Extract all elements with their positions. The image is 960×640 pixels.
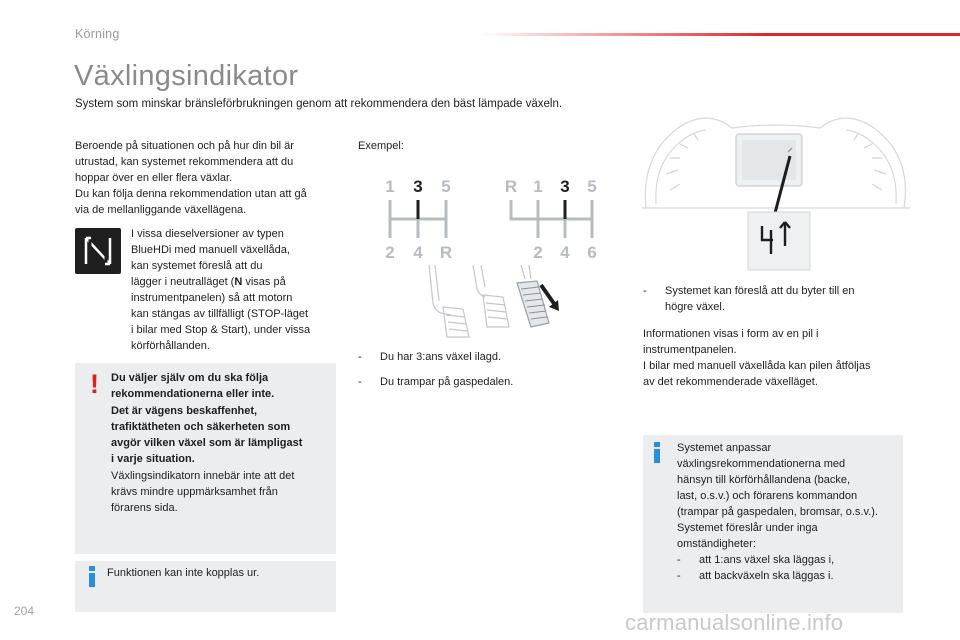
info-right-line: last, o.s.v.) och förarens kommandon [677,490,858,502]
intro-line: Beroende på situationen och på hur din bil är [75,140,294,152]
warning-text [111,370,302,517]
gear-label: 4 [560,243,570,262]
warning-bold-line: trafiktätheten och säkerheten som [111,420,291,433]
info-left-text: Funktionen kan inte kopplas ur. [107,567,260,579]
neutral-line: kan systemet föreslå att du [131,260,263,272]
clutch-pedal [443,307,469,337]
info-icon [87,566,97,587]
page-subtitle: System som minskar bränsleförbrukningen genom att rekommendera den bäst lämpade växeln. [75,98,563,110]
neutral-paragraph [131,226,310,354]
info-right-line: Systemet anpassar [677,442,772,454]
intro-line: Du kan följa denna rekommendation utan att gå [75,188,307,200]
neutral-line: I vissa dieselversioner av typen [131,228,284,240]
intro-line: hoppar över en eller flera växlar. [75,172,233,184]
warning-bold-line: Det är vägens beskaffenhet, [111,404,258,417]
warning-line: krävs mindre uppmärksamhet från [111,486,278,499]
gear-label: 1 [533,177,543,196]
neutral-line: BlueHDi med manuell växellåda, [131,244,290,256]
warning-bold-line: i varje situation. [111,453,195,466]
pedals-illustration [425,265,585,343]
warning-line: Växlingsindikatorn innebär inte att det [111,469,295,482]
info-icon [652,442,662,463]
intro-line: via de mellanliggande växellägena. [75,204,247,216]
gear-pattern-2 [502,176,602,262]
neutral-n-icon [75,228,121,274]
right-info-line: av det rekommenderade växelläget. [643,376,818,388]
page-number: 204 [14,604,35,618]
warning-icon: ! [90,369,99,399]
example-label: Exempel: [358,140,404,152]
neutral-inline-tail: visas på [242,276,286,288]
section-label: Körning [75,27,120,41]
gear-label: 6 [587,243,597,262]
intro-paragraph [75,138,307,218]
gear-label: 4 [413,243,423,262]
info-right-line: hänsyn till körförhållandena (backe, [677,474,851,486]
neutral-badge [75,228,121,274]
info-right-line: växlingsrekommendationerna med [677,458,846,470]
neutral-line: kan stängas av tillfälligt (STOP-läget [131,308,309,320]
info-right-text [677,440,878,552]
warning-bold-line: avgör vilken växel som är lämpligast [111,437,303,450]
right-info-line: I bilar med manuell växellåda kan pilen åtföljas [643,360,871,372]
gear-label: 5 [587,177,597,196]
gear-label: 5 [441,177,451,196]
gear-label: 1 [385,177,395,196]
warning-bold-line: Du väljer själv om du ska följa [111,372,269,384]
neutral-inline-bold: N [234,276,243,288]
info-right-line: (trampar på gaspedalen, bromsar, o.s.v.). [677,506,878,518]
instrument-panel-illustration [640,112,912,276]
info-right-line: omständigheter: [677,538,756,550]
warning-bold-line: rekommendationerna eller inte. [111,388,275,401]
neutral-line-inline [131,274,310,290]
gear-label-engaged: 3 [560,177,570,196]
neutral-line: i bilar med Stop & Start), under vissa [131,324,311,336]
gear-label: 2 [533,243,543,262]
gear-indicator-display [748,212,810,270]
gear-pattern-1 [383,176,463,262]
page-title: Växlingsindikator [74,60,299,92]
right-info-line: Informationen visas i form av en pil i [643,328,819,340]
gear-label-engaged: 3 [413,177,423,196]
watermark: carmanualsonline.info [625,610,844,635]
header-divider [480,33,960,36]
neutral-line: körförhållanden. [131,340,210,352]
gear-label: R [439,243,453,262]
intro-line: utrustad, kan systemet rekommendera att du [75,156,294,168]
gear-label: 2 [385,243,395,262]
info-right-line: Systemet föreslår under inga [677,522,818,534]
neutral-line: instrumentpanelen) så att motorn [131,292,293,304]
right-info-line: instrumentpanelen. [643,344,737,356]
gear-label: R [504,177,518,196]
neutral-line: lägger i neutralläget ( [131,276,235,288]
warning-line: förarens sida. [111,502,178,515]
right-info-paragraph [643,326,870,390]
